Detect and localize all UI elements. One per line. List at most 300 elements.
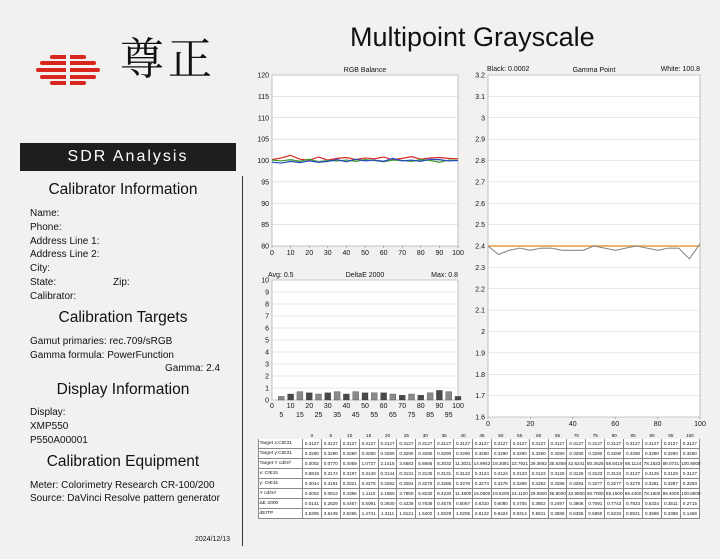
deltae-y-tick: 7 (265, 313, 269, 321)
table-cell: 0.7636 (416, 499, 435, 509)
table-cell: 1.6402 (416, 509, 435, 519)
gamma-x-tick: 100 (694, 421, 706, 428)
display-info-heading: Display Information (56, 381, 190, 398)
table-row (259, 449, 700, 459)
gamma-y-tick: 2 (481, 329, 485, 336)
table-cell: 1.0205 (454, 509, 473, 519)
table-cell: 0.3133 (510, 469, 529, 479)
deltae-bar (446, 392, 452, 400)
table-cell: 0.3802 (529, 499, 548, 509)
deltae-x-tick: 50 (361, 403, 369, 410)
gamma-y-tick: 3.1 (475, 93, 485, 101)
table-row (259, 479, 700, 489)
table-cell: 0.3281 (643, 479, 662, 489)
rgb-x-tick: 60 (379, 250, 388, 257)
table-cell: 0.3174 (321, 469, 340, 479)
table-cell: 58.8419 (605, 459, 624, 469)
table-cell: 0.3290 (378, 449, 397, 459)
rgb-y-tick: 110 (257, 115, 269, 123)
table-cell: 89.4000 (661, 489, 680, 499)
rgb-x-tick: 90 (435, 250, 444, 257)
gamma-x-tick: 40 (568, 421, 577, 428)
table-cell: 0.4386 (340, 489, 359, 499)
table-row-label: y: CIE31 (259, 479, 303, 489)
deltae-x-tick-minor: 75 (407, 412, 416, 419)
gamma-y-tick: 3 (481, 115, 485, 123)
table-cell: 0.3696 (643, 509, 662, 519)
table-cell: 100.8000 (680, 459, 699, 469)
table-cell: 0.3930 (378, 499, 397, 509)
table-cell: 0.3127 (529, 439, 548, 449)
table-cell: 42.9900 (567, 489, 586, 499)
gamma-black-level: Black: 0.0002 (487, 66, 530, 73)
rgb-x-tick: 20 (305, 250, 314, 257)
deltae-x-tick: 100 (452, 403, 464, 410)
table-cell: 2.8265 (340, 509, 359, 519)
table-row (259, 439, 700, 449)
table-cell: 0.3127 (303, 439, 322, 449)
gamma-y-tick: 2.9 (475, 136, 485, 144)
table-column-header: 65 (554, 432, 561, 438)
rgb-x-tick: 50 (361, 250, 369, 257)
table-cell: 0.3290 (397, 449, 416, 459)
table-cell: 0.3127 (359, 439, 378, 449)
table-cell: 0.3290 (605, 449, 624, 459)
deltae-x-tick: 60 (379, 403, 388, 410)
table-cell: 0.3124 (605, 469, 624, 479)
gamma-y-tick: 2.5 (475, 222, 485, 230)
table-cell: 0.8424 (491, 509, 510, 519)
table-cell: 0.3288 (548, 479, 567, 489)
table-cell: 0.3127 (661, 439, 680, 449)
table-cell: 0.3127 (624, 439, 643, 449)
rgb-x-tick: 30 (323, 250, 332, 257)
table-cell: 0.3197 (340, 469, 359, 479)
table-column-header: 30 (422, 432, 428, 438)
table-column-header: 95 (668, 432, 674, 438)
rgb-y-tick: 85 (261, 222, 269, 230)
table-cell: 0.3127 (680, 439, 699, 449)
deltae-bar (455, 396, 461, 400)
deltae-bar (371, 393, 377, 400)
table-cell: 0.3275 (359, 479, 378, 489)
table-cell: 35.6359 (548, 459, 567, 469)
address-line1-field: Address Line 1: (30, 236, 100, 247)
table-column-header: 20 (384, 432, 391, 438)
table-row (259, 499, 700, 509)
table-cell: 0.3906 (567, 499, 586, 509)
table-cell: 8.2032 (435, 459, 454, 469)
table-cell: 0.3123 (586, 469, 605, 479)
table-cell: 0.3290 (529, 449, 548, 459)
rgb-y-tick: 120 (257, 72, 269, 80)
table-column-header: 80 (611, 432, 617, 438)
deltae-chart-title: DeltaE 2000 (345, 272, 385, 279)
table-cell: 50.7000 (586, 489, 605, 499)
rgb-y-tick: 115 (257, 93, 269, 101)
table-cell: 0.0770 (321, 459, 340, 469)
table-cell: 23.7921 (510, 459, 529, 469)
gamma-y-tick: 2.1 (475, 307, 485, 315)
table-cell: 0.6234 (605, 509, 624, 519)
rgb-x-tick: 10 (286, 250, 295, 257)
table-cell: 0.3127 (473, 439, 492, 449)
deltae-bar (325, 393, 331, 400)
gamma-y-tick: 2.4 (475, 243, 485, 251)
rgb-chart-title: RGB Balance (343, 67, 387, 74)
table-cell: 0.3290 (303, 449, 322, 459)
logo-text: 尊正 (120, 34, 216, 85)
table-cell: 0.3127 (605, 439, 624, 449)
deltae-x-tick: 30 (323, 403, 332, 410)
deltae-x-tick-minor: 35 (333, 412, 341, 419)
deltae-bar (353, 392, 359, 400)
table-cell: 0.3129 (661, 469, 680, 479)
table-cell: 0.3277 (605, 479, 624, 489)
table-cell: 0.3288 (510, 479, 529, 489)
deltae-bar (343, 394, 349, 400)
deltae-y-tick: 8 (265, 301, 269, 309)
table-cell: 1.1110 (359, 489, 378, 499)
table-cell: 0.3126 (567, 469, 586, 479)
deltae-x-tick: 20 (305, 403, 314, 410)
table-cell: 0.3290 (491, 449, 510, 459)
table-cell: 0.3127 (548, 439, 567, 449)
deltae-x-tick-minor: 95 (444, 412, 453, 419)
gamut-primaries: Gamut primaries: rec.709/sRGB (30, 336, 173, 347)
table-row-label: Target y:CIE31 (259, 449, 303, 459)
table-cell: 0.0141 (303, 499, 322, 509)
deltae-y-tick: 1 (265, 385, 269, 393)
table-cell: 1.4741 (359, 509, 378, 519)
deltae-bar (399, 395, 405, 400)
table-row-label: dEITP (259, 509, 303, 519)
table-column-header: 35 (441, 432, 447, 438)
gamma-y-tick: 1.6 (475, 414, 485, 422)
deltae-bar (297, 392, 303, 400)
table-cell: 29.5900 (529, 489, 548, 499)
table-cell: 0.3191 (321, 479, 340, 489)
table-cell: 0.3276 (454, 479, 473, 489)
table-cell: 0.6919 (303, 469, 322, 479)
table-cell: 0.3290 (416, 449, 435, 459)
calibrator-field: Calibrator: (30, 291, 77, 302)
table-cell: 0.3131 (435, 469, 454, 479)
deltae-y-tick: 10 (261, 277, 269, 285)
rgb-y-tick: 105 (257, 136, 269, 144)
deltae-bar (306, 393, 312, 400)
table-cell: 59.1500 (605, 489, 624, 499)
table-cell: 0.5091 (359, 499, 378, 509)
table-cell: 0.3127 (378, 439, 397, 449)
table-cell: 0.6355 (567, 509, 586, 519)
table-cell: 0.3127 (567, 439, 586, 449)
deltae-x-tick-minor: 45 (351, 412, 360, 419)
calibrator-name-field: Name: (30, 208, 60, 219)
gamma-y-tick: 2.3 (475, 264, 485, 272)
table-cell: 0.3129 (548, 469, 567, 479)
table-cell: 2.1415 (378, 459, 397, 469)
table-cell: 0.2497 (548, 499, 567, 509)
table-cell: 0.2715 (680, 499, 699, 509)
table-cell: 0.3127 (397, 439, 416, 449)
table-cell: 0.3290 (624, 449, 643, 459)
table-cell: 0.6080 (491, 499, 510, 509)
table-cell: 0.3127 (340, 439, 359, 449)
rgb-x-tick: 40 (342, 250, 351, 257)
table-cell: 0.4705 (510, 499, 529, 509)
table-cell: 50.3525 (586, 459, 605, 469)
table-column-header: 70 (573, 432, 579, 438)
table-cell: 0.3127 (624, 469, 643, 479)
deltae-x-tick-minor: 25 (314, 412, 323, 419)
table-row (259, 509, 700, 519)
table-header-row (259, 432, 700, 439)
display-serial: P550A00001 (30, 435, 88, 446)
table-row (259, 459, 700, 469)
table-column-header: 85 (630, 432, 636, 438)
gamma-y-tick: 2.8 (475, 158, 485, 165)
rgb-x-tick: 70 (398, 250, 407, 257)
deltae-bar (418, 395, 424, 400)
table-cell: 0.3127 (416, 439, 435, 449)
meter-info: Meter: Colorimetry Research CR-100/200 (30, 480, 215, 491)
table-cell: 0.3290 (435, 449, 454, 459)
table-cell: 0.4239 (397, 499, 416, 509)
table-cell: 0.9314 (510, 509, 529, 519)
table-cell: 15.0600 (473, 489, 492, 499)
table-cell: 0.3293 (680, 479, 699, 489)
table-cell: 0.3290 (643, 449, 662, 459)
table-cell: 0.3125 (643, 469, 662, 479)
table-cell: 0.3290 (586, 449, 605, 459)
table-cell: 0.7091 (586, 499, 605, 509)
table-cell: 14.9942 (473, 459, 492, 469)
table-cell: 0.3127 (491, 439, 510, 449)
rgb-y-tick: 80 (261, 243, 269, 251)
deltae-y-tick: 3 (265, 361, 269, 369)
deltae-x-tick: 70 (398, 403, 407, 410)
table-column-header: 0 (310, 432, 314, 438)
table-cell: 0.3276 (491, 479, 510, 489)
deltae-y-tick: 4 (265, 349, 269, 357)
gamma-chart-title: Gamma Point (572, 67, 616, 74)
table-cell: 0.6122 (473, 509, 492, 519)
table-cell: 0.3290 (473, 449, 492, 459)
table-cell: 0.3279 (624, 479, 643, 489)
table-cell: 0.3586 (548, 509, 567, 519)
table-cell: 0.3131 (397, 469, 416, 479)
table-cell: 0.2629 (321, 499, 340, 509)
gamma-x-tick: 20 (526, 421, 535, 428)
table-cell: 0.3127 (510, 439, 529, 449)
table-column-header (259, 432, 303, 439)
gamma-y-tick: 1.7 (475, 393, 485, 401)
address-line2-field: Address Line 2: (30, 249, 100, 260)
table-cell: 0.3290 (661, 449, 680, 459)
table-cell: 0.3511 (661, 499, 680, 509)
table-cell: 68.1124 (624, 459, 643, 469)
rgb-x-tick: 100 (452, 250, 464, 257)
table-column-header: 25 (403, 432, 409, 438)
city-field: City: (30, 263, 50, 274)
table-cell: 35.8000 (548, 489, 567, 499)
table-cell: 0.3398 (661, 509, 680, 519)
deltae-bar (381, 393, 387, 400)
table-cell: 19.5200 (491, 489, 510, 499)
deltae-y-tick: 5 (265, 337, 269, 345)
deltae-bar (427, 393, 433, 400)
table-row-label: Target Y cd/m² (259, 459, 303, 469)
state-field: State: (30, 277, 57, 288)
table-row-label: x: CIE31 (259, 469, 303, 479)
table-cell: 0.5911 (529, 509, 548, 519)
rgb-y-tick: 100 (257, 158, 269, 165)
deltae-y-tick: 6 (265, 325, 269, 333)
table-cell: 3.5449 (321, 509, 340, 519)
table-cell: 5.6665 (416, 459, 435, 469)
table-cell: 0.3290 (680, 449, 699, 459)
gamma-y-tick: 3.2 (475, 72, 485, 80)
table-cell: 68.4400 (624, 489, 643, 499)
table-cell: 0.3290 (548, 449, 567, 459)
table-cell: 1.3111 (378, 509, 397, 519)
table-cell: 0.3290 (321, 449, 340, 459)
deltae-x-tick: 80 (416, 403, 425, 410)
table-cell: 24.1100 (510, 489, 529, 499)
table-cell: 0.3127 (435, 439, 454, 449)
deltae-bar (288, 394, 294, 400)
table-cell: 0.3135 (416, 469, 435, 479)
table-cell: 0.3122 (454, 469, 473, 479)
table-cell: 1.0737 (359, 459, 378, 469)
source-info: Source: DaVinci Resolve pattern generator (30, 493, 220, 504)
table-cell: 19.3081 (491, 459, 510, 469)
page-title: Multipoint Grayscale (350, 22, 595, 52)
table-cell: 5.8230 (416, 489, 435, 499)
deltae-x-tick: 40 (342, 403, 351, 410)
table-column-header: 40 (460, 432, 466, 438)
table-cell: 0.3290 (359, 449, 378, 459)
table-cell: 78.1600 (643, 489, 662, 499)
deltae-bar (316, 394, 322, 400)
deltae-y-tick: 2 (265, 373, 269, 381)
table-cell: 0.0912 (321, 489, 340, 499)
calibrator-info-heading: Calibrator Information (48, 181, 198, 198)
table-cell: 0.3124 (473, 469, 492, 479)
table-cell: 0.3290 (340, 449, 359, 459)
table-cell: 0.3282 (529, 479, 548, 489)
deltae-x-tick-minor: 65 (389, 412, 397, 419)
deltae-x-tick-minor: 55 (370, 412, 379, 419)
table-column-header: 15 (366, 432, 372, 438)
gamma-x-tick: 80 (653, 421, 662, 428)
gamma-y-tick: 2.7 (475, 179, 485, 187)
table-cell: 0.3275 (416, 479, 435, 489)
table-cell: 0.3144 (378, 469, 397, 479)
table-cell: 0.3284 (567, 479, 586, 489)
table-column-header: 60 (536, 432, 542, 438)
deltae-x-tick-minor: 85 (426, 412, 434, 419)
deltae-x-tick-minor: 15 (296, 412, 304, 419)
deltae-bar (334, 392, 340, 400)
table-cell: 0.4578 (435, 499, 454, 509)
table-cell: 0.6310 (473, 499, 492, 509)
table-cell: 0.3292 (378, 479, 397, 489)
analysis-banner: SDR Analysis (20, 143, 236, 171)
table-cell: 0.3127 (680, 469, 699, 479)
table-cell: 3.6583 (397, 459, 416, 469)
logo-mark-icon (36, 55, 100, 85)
table-cell: 0.7743 (605, 499, 624, 509)
display-label: Display: (30, 407, 66, 418)
table-cell: 0.4059 (340, 459, 359, 469)
table-cell: 0.3274 (473, 479, 492, 489)
gamma-y-tick: 2.2 (475, 286, 485, 294)
deltae-bar (409, 394, 415, 400)
table-cell: 0.3290 (567, 449, 586, 459)
deltae-max: Max: 0.8 (431, 272, 458, 279)
gamma-white-level: White: 100.8 (660, 66, 700, 73)
table-column-header: 90 (649, 432, 655, 438)
table-cell: 100.8000 (680, 489, 699, 499)
zip-field: Zip: (113, 277, 130, 288)
rgb-y-tick: 90 (261, 200, 269, 208)
deltae-y-tick: 0 (265, 397, 269, 405)
table-cell: 0.3127 (586, 439, 605, 449)
table-column-header: 55 (517, 432, 523, 438)
deltae-x-tick: 0 (270, 403, 274, 410)
gamma-x-tick: 0 (486, 421, 490, 428)
report-date: 2024/12/13 (195, 536, 231, 543)
calibration-targets-heading: Calibration Targets (58, 309, 188, 326)
table-cell: 29.3662 (529, 459, 548, 469)
table-row-label: Target x:CIE31 (259, 439, 303, 449)
table-cell: 0.3321 (340, 479, 359, 489)
table-cell: 0.0002 (303, 459, 322, 469)
table-cell: 0.3286 (435, 479, 454, 489)
table-cell: 8.4230 (435, 489, 454, 499)
gamma-x-tick: 60 (611, 421, 620, 428)
table-cell: 0.7923 (624, 499, 643, 509)
table-cell: 0.3287 (661, 479, 680, 489)
table-cell: 0.3124 (491, 469, 510, 479)
gamma-y-tick: 2.6 (475, 200, 485, 208)
table-cell: 89.0731 (661, 459, 680, 469)
gamma-formula: Gamma formula: PowerFunction (30, 350, 174, 361)
rgb-x-tick: 80 (416, 250, 425, 257)
table-cell: 78.1833 (643, 459, 662, 469)
table-cell: 3.7950 (397, 489, 416, 499)
table-cell: 11.3021 (454, 459, 473, 469)
table-column-header: 10 (347, 432, 353, 438)
table-cell: 0.3123 (529, 469, 548, 479)
deltae-bar (436, 390, 442, 400)
table-cell: 0.6334 (643, 499, 662, 509)
table-cell: 0.3140 (359, 469, 378, 479)
table-cell: 0.0002 (303, 489, 322, 499)
deltae-bar (278, 396, 284, 400)
table-cell: 0.6850 (586, 509, 605, 519)
table-cell: 0.3290 (510, 449, 529, 459)
calibration-equipment-heading: Calibration Equipment (46, 453, 200, 470)
table-row-label: ΔE 2000 (259, 499, 303, 509)
deltae-bar (362, 393, 368, 400)
deltae-x-tick: 90 (435, 403, 444, 410)
deltae-y-tick: 9 (265, 289, 269, 297)
table-cell: 0.3127 (321, 439, 340, 449)
calibrator-phone-field: Phone: (30, 222, 62, 233)
